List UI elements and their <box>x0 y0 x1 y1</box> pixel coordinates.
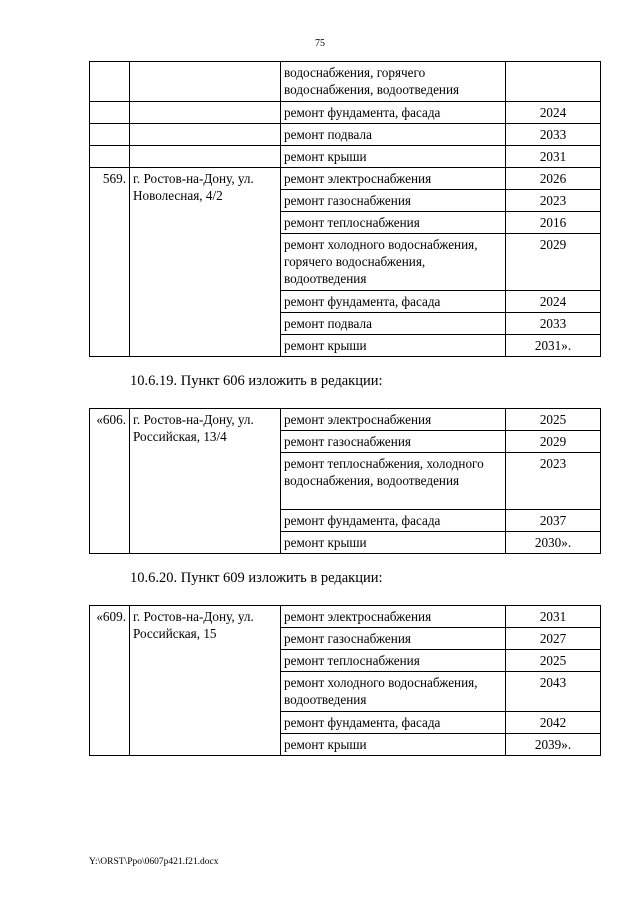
table-row <box>90 102 601 124</box>
year: 2033 <box>506 313 601 335</box>
year: 2031». <box>506 335 601 357</box>
year: 2043 <box>506 672 601 712</box>
entry-number: «606. <box>90 409 130 554</box>
year: 2016 <box>506 212 601 234</box>
work-type: ремонт электроснабжения <box>281 409 506 431</box>
work-type: ремонт газоснабжения <box>281 431 506 453</box>
entry-number <box>90 102 130 124</box>
table-row <box>90 62 601 102</box>
year: 2030». <box>506 532 601 554</box>
entry-address <box>130 124 281 146</box>
entry-number: «609. <box>90 606 130 756</box>
table-row <box>90 606 601 628</box>
table-row <box>90 168 601 190</box>
year: 2023 <box>506 190 601 212</box>
year: 2026 <box>506 168 601 190</box>
work-type: ремонт газоснабжения <box>281 190 506 212</box>
work-type: водоснабжения, горячего водоснабжения, водоотведения <box>281 62 506 102</box>
work-type: ремонт крыши <box>281 146 506 168</box>
work-type: ремонт подвала <box>281 313 506 335</box>
year: 2023 <box>506 453 601 510</box>
table-row <box>90 146 601 168</box>
file-path-footer: Y:\ORST\Ppo\0607p421.f21.docx <box>89 857 219 867</box>
year: 2037 <box>506 510 601 532</box>
entry-number <box>90 62 130 102</box>
entry-address: г. Ростов-на-Дону, ул. Российская, 15 <box>130 606 281 756</box>
entry-address: г. Ростов-на-Дону, ул. Новолесная, 4/2 <box>130 168 281 357</box>
amendment-paragraph: 10.6.20. Пункт 609 изложить в редакции: <box>130 570 383 586</box>
year: 2027 <box>506 628 601 650</box>
table-row <box>90 124 601 146</box>
entry-address <box>130 146 281 168</box>
work-type: ремонт холодного водоснабжения, водоотведения <box>281 672 506 712</box>
year: 2042 <box>506 712 601 734</box>
work-type: ремонт крыши <box>281 532 506 554</box>
year: 2024 <box>506 102 601 124</box>
repair-table-606 <box>89 408 601 554</box>
entry-address <box>130 62 281 102</box>
table-row <box>90 409 601 431</box>
year: 2025 <box>506 650 601 672</box>
work-type: ремонт крыши <box>281 335 506 357</box>
repair-table-569 <box>89 61 601 357</box>
entry-number <box>90 124 130 146</box>
year: 2031 <box>506 146 601 168</box>
entry-number <box>90 146 130 168</box>
year: 2024 <box>506 291 601 313</box>
entry-number: 569. <box>90 168 130 357</box>
work-type: ремонт фундамента, фасада <box>281 102 506 124</box>
work-type: ремонт фундамента, фасада <box>281 712 506 734</box>
work-type: ремонт подвала <box>281 124 506 146</box>
work-type: ремонт фундамента, фасада <box>281 291 506 313</box>
entry-address <box>130 102 281 124</box>
year: 2033 <box>506 124 601 146</box>
work-type: ремонт теплоснабжения <box>281 212 506 234</box>
amendment-paragraph: 10.6.19. Пункт 606 изложить в редакции: <box>130 373 383 389</box>
work-type: ремонт холодного водоснабжения, горячего водоснабжения, водоотведения <box>281 234 506 291</box>
work-type: ремонт теплоснабжения, холодного водоснабжения, водоотведения <box>281 453 506 510</box>
year: 2025 <box>506 409 601 431</box>
work-type: ремонт газоснабжения <box>281 628 506 650</box>
year: 2039». <box>506 734 601 756</box>
year <box>506 62 601 102</box>
work-type: ремонт крыши <box>281 734 506 756</box>
entry-address: г. Ростов-на-Дону, ул. Российская, 13/4 <box>130 409 281 554</box>
repair-table-609 <box>89 605 601 756</box>
work-type: ремонт электроснабжения <box>281 168 506 190</box>
year: 2031 <box>506 606 601 628</box>
work-type: ремонт фундамента, фасада <box>281 510 506 532</box>
page-number: 75 <box>315 38 325 49</box>
work-type: ремонт теплоснабжения <box>281 650 506 672</box>
year: 2029 <box>506 431 601 453</box>
work-type: ремонт электроснабжения <box>281 606 506 628</box>
year: 2029 <box>506 234 601 291</box>
